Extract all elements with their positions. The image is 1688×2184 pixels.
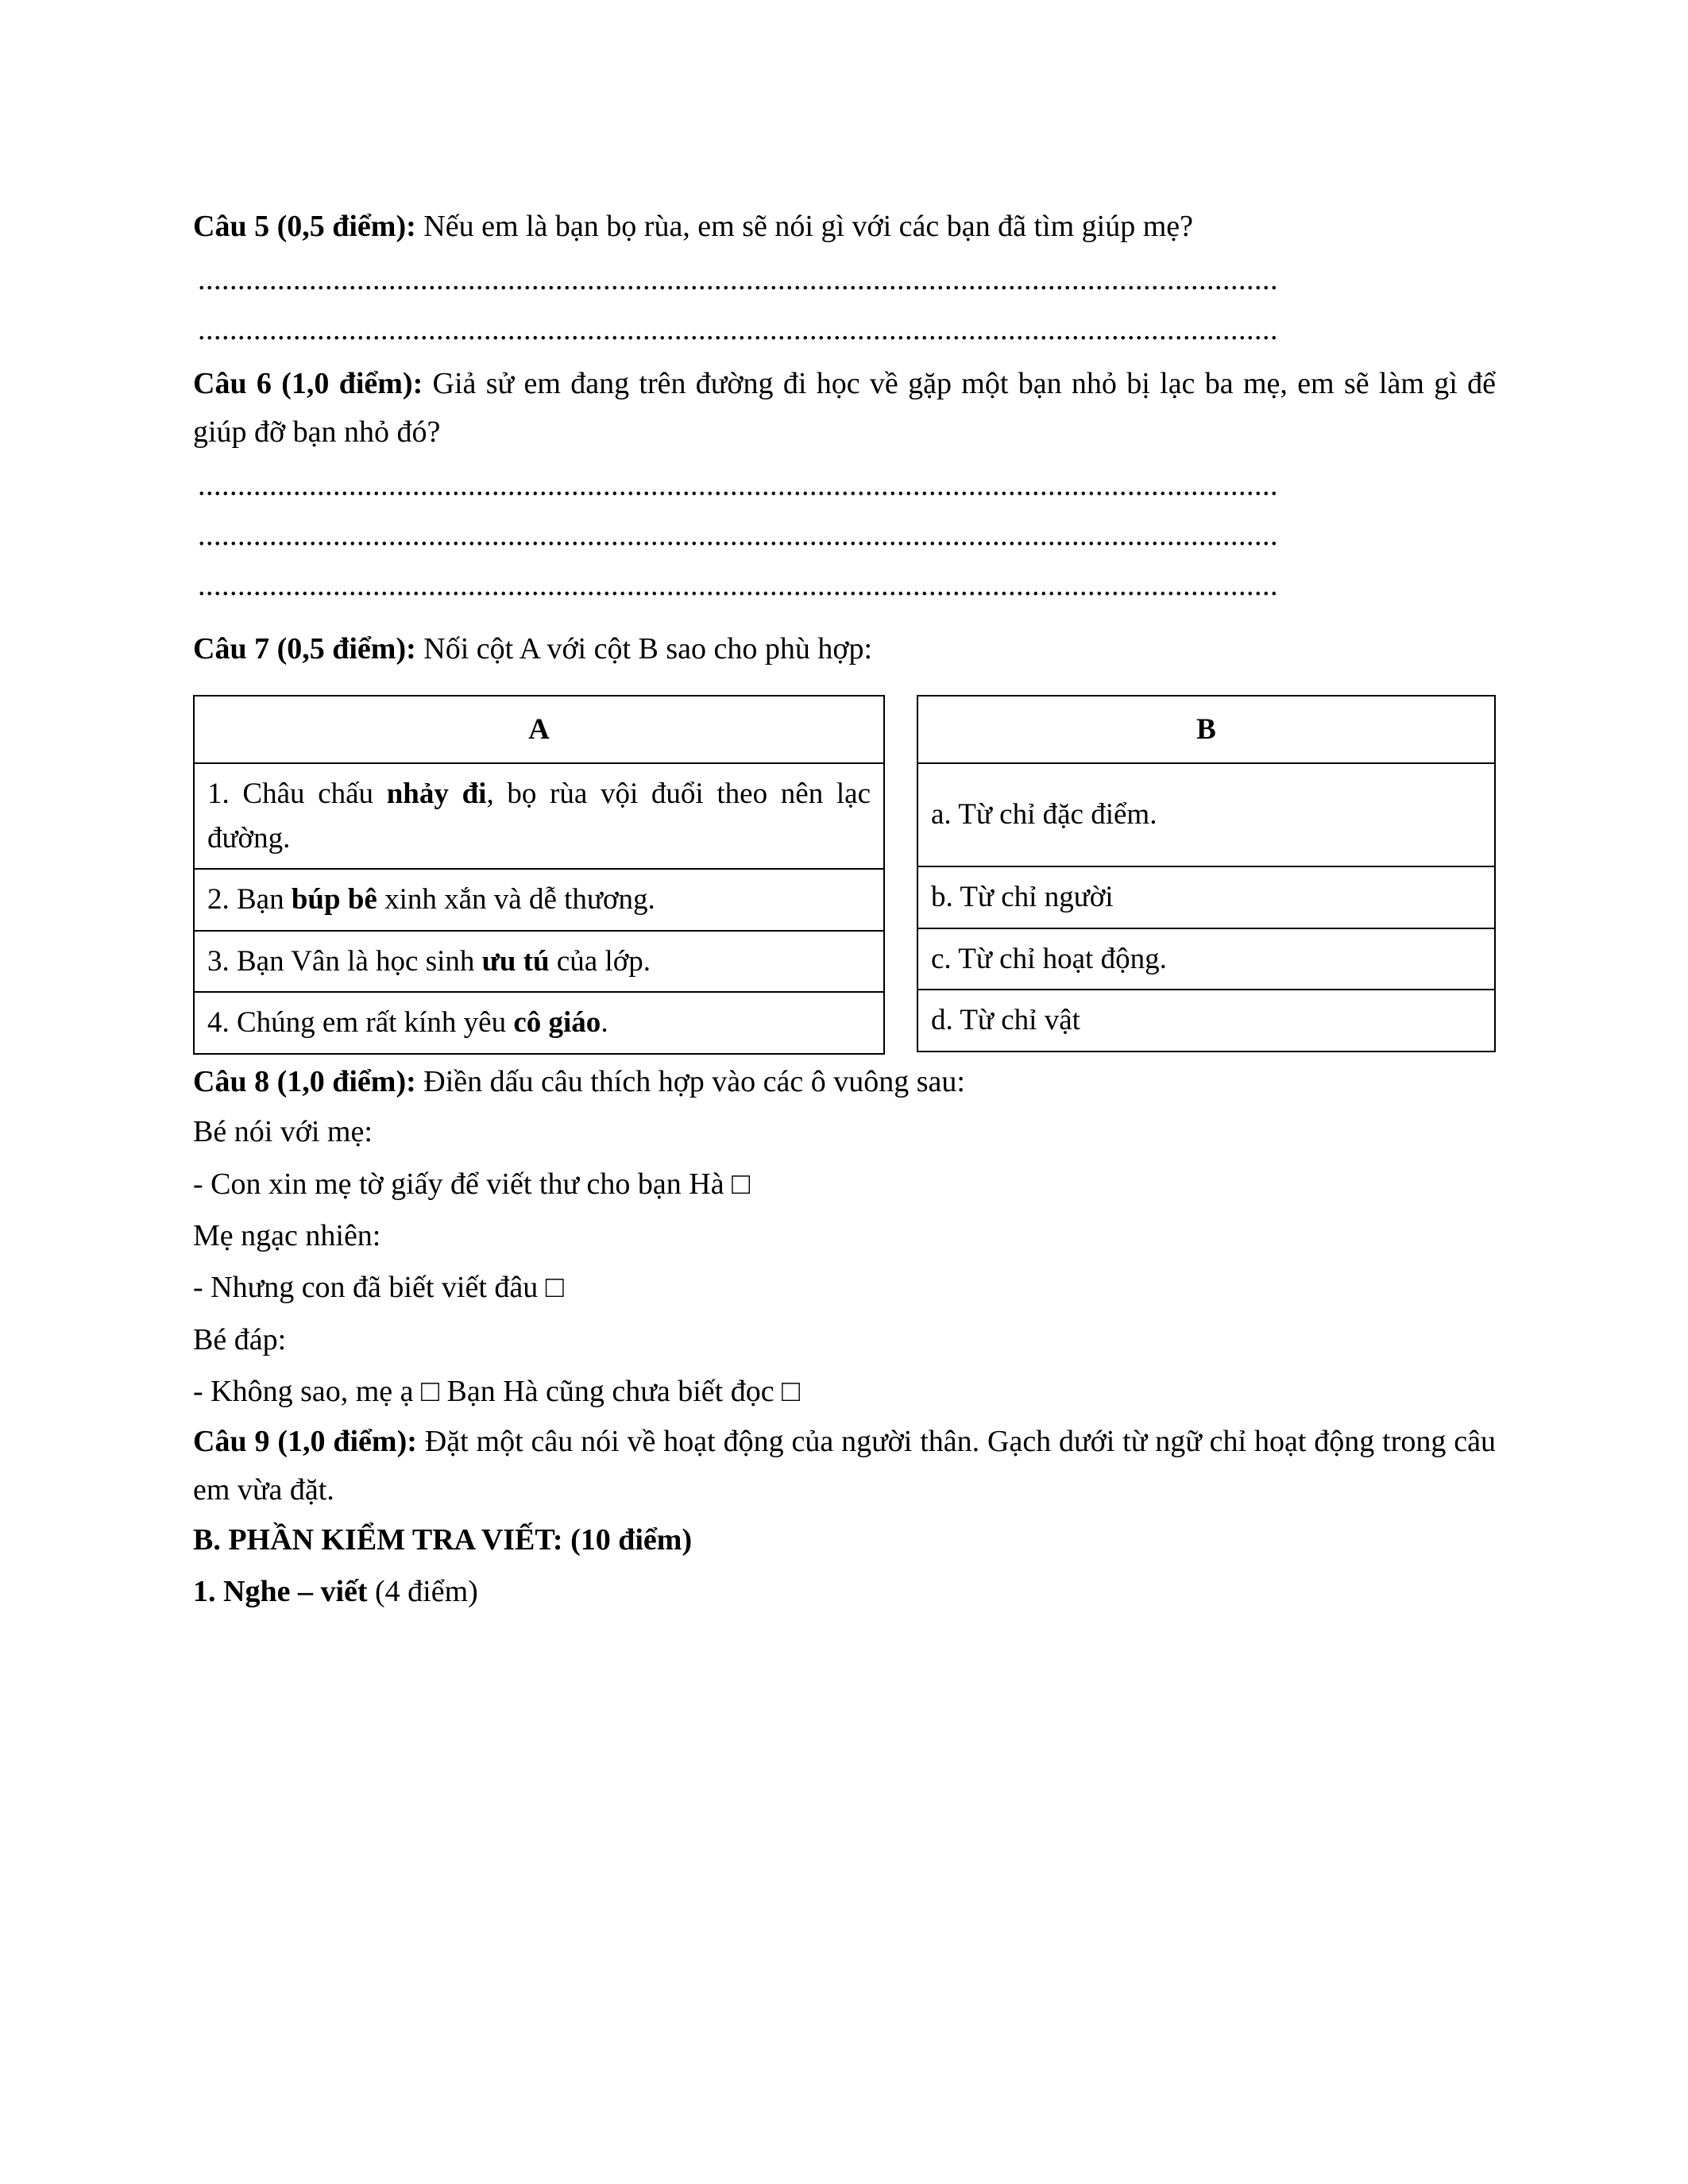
question-6-text: Giả sử em đang trên đường đi học về gặp một bạn nhỏ bị lạc ba mẹ, em sẽ làm gì để giúp đỡ bạn nhỏ đó? bbox=[193, 366, 1496, 450]
column-a-item-4 bbox=[194, 992, 884, 1054]
column-b-item-c: c. Từ chỉ hoạt động. bbox=[917, 928, 1495, 990]
item-text-bold: nhảy đi bbox=[386, 778, 487, 811]
table-row bbox=[917, 763, 1495, 866]
item-text-post: của lớp. bbox=[549, 944, 651, 978]
table-row bbox=[917, 990, 1495, 1051]
item-text-post: . bbox=[601, 1006, 608, 1040]
table-row bbox=[194, 763, 884, 869]
item-text-bold: ưu tú bbox=[481, 944, 550, 978]
matching-column-a bbox=[193, 695, 885, 1055]
column-a-item-2 bbox=[194, 869, 884, 931]
matching-column-b bbox=[917, 695, 1496, 1052]
question-8 bbox=[193, 1058, 1496, 1107]
question-8-line-6: - Không sao, mẹ ạ □ Bạn Hà cũng chưa biết đọc □ bbox=[193, 1375, 801, 1408]
question-8-line-3: Mẹ ngạc nhiên: bbox=[193, 1218, 381, 1252]
matching-exercise bbox=[193, 695, 1496, 1055]
table-row bbox=[194, 869, 884, 931]
table-row bbox=[917, 928, 1495, 990]
table-header-row bbox=[917, 696, 1495, 764]
question-7-label: Câu 7 (0,5 điểm): bbox=[193, 632, 416, 666]
question-5 bbox=[193, 203, 1496, 252]
section-b-item-1-label: 1. Nghe – viết bbox=[193, 1575, 368, 1609]
table-row bbox=[194, 992, 884, 1054]
answer-line: ........................................................................................................................................ bbox=[198, 262, 1278, 296]
answer-line: ........................................................................................................................................ bbox=[198, 569, 1278, 603]
item-text-post: xinh xắn và dễ thương. bbox=[377, 883, 655, 916]
table-row bbox=[917, 866, 1495, 928]
item-text-pre: 3. Bạn Vân là học sinh bbox=[207, 944, 482, 978]
question-7 bbox=[193, 625, 1496, 674]
column-b-item-b: b. Từ chỉ người bbox=[917, 866, 1495, 928]
question-8-line-5: Bé đáp: bbox=[193, 1322, 287, 1356]
question-6 bbox=[193, 360, 1496, 457]
question-9-text: Đặt một câu nói về hoạt động của người thân. Gạch dưới từ ngữ chỉ hoạt động trong câu em vừa đặt. bbox=[193, 1425, 1496, 1507]
column-b-item-a: a. Từ chỉ đặc điểm. bbox=[917, 763, 1495, 866]
answer-line: ........................................................................................................................................ bbox=[198, 518, 1278, 552]
question-8-line-2: - Con xin mẹ tờ giấy để viết thư cho bạn Hà □ bbox=[193, 1167, 751, 1201]
question-8-text: Điền dấu câu thích hợp vào các ô vuông sau: bbox=[415, 1064, 965, 1098]
question-8-label: Câu 8 (1,0 điểm): bbox=[193, 1064, 416, 1098]
column-a-header: A bbox=[194, 696, 884, 764]
answer-line: ........................................................................................................................................ bbox=[198, 312, 1278, 346]
item-text-pre: 1. Châu chấu bbox=[207, 778, 387, 811]
section-b-item-1 bbox=[193, 1566, 1496, 1618]
question-8-line-4: - Nhưng con đã biết viết đâu □ bbox=[193, 1271, 564, 1305]
question-5-label: Câu 5 (0,5 điểm): bbox=[193, 210, 416, 243]
column-b-item-d: d. Từ chỉ vật bbox=[917, 990, 1495, 1051]
table-header-row bbox=[194, 696, 884, 764]
item-text-pre: 4. Chúng em rất kính yêu bbox=[207, 1006, 514, 1040]
question-9 bbox=[193, 1418, 1496, 1515]
section-b-heading: B. PHẦN KIỂM TRA VIẾT: (10 điểm) bbox=[193, 1522, 693, 1557]
question-5-text: Nếu em là bạn bọ rùa, em sẽ nói gì với các bạn đã tìm giúp mẹ? bbox=[415, 210, 1194, 243]
section-b-item-1-points: (4 điểm) bbox=[367, 1575, 478, 1609]
document-content bbox=[193, 203, 1496, 1619]
item-text-bold: búp bê bbox=[291, 883, 377, 916]
item-text-bold: cô giáo bbox=[513, 1006, 601, 1040]
table-row bbox=[194, 931, 884, 993]
question-6-label: Câu 6 (1,0 điểm): bbox=[193, 366, 423, 400]
column-a-item-1 bbox=[194, 763, 884, 869]
item-text-post: , bọ rùa vội đuổi theo nên lạc đường. bbox=[207, 778, 871, 855]
column-b-header: B bbox=[917, 696, 1495, 764]
item-text-pre: 2. Bạn bbox=[207, 883, 292, 916]
question-7-text: Nối cột A với cột B sao cho phù hợp: bbox=[415, 632, 873, 666]
column-a-item-3 bbox=[194, 931, 884, 993]
question-9-label: Câu 9 (1,0 điểm): bbox=[193, 1425, 417, 1459]
question-8-line-1: Bé nói với mẹ: bbox=[193, 1115, 373, 1149]
answer-line: ........................................................................................................................................ bbox=[198, 468, 1278, 502]
